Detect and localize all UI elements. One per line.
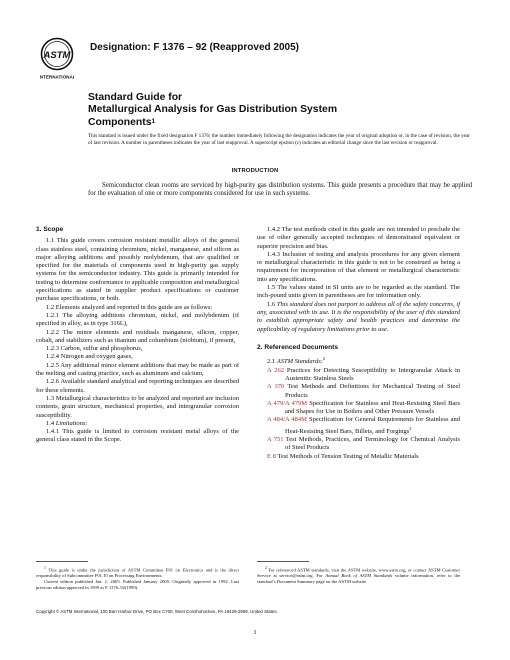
paragraph-1-5: 1.5 The values stated in SI units are to be regarded as the standard. The inch-pound units given in parentheses are for information only.: [257, 284, 460, 300]
introduction-heading: INTRODUCTION: [231, 168, 279, 174]
svg-text:INTERNATIONAL: INTERNATIONAL: [40, 74, 74, 80]
copyright-notice: Copyright © ASTM International, 100 Barr Harbor Drive, PO Box C700, West Conshohocken, PA 19428-2959, United States.: [36, 609, 278, 614]
paragraph-1-4-1: 1.4.1 This guide is limited to corrosion resistant metal alloys of the general class stated in the Scope.: [36, 428, 239, 444]
referenced-documents-heading: 2. Referenced Documents: [257, 343, 338, 351]
paragraph-1-2-4: 1.2.4 Nitrogen and oxygen gases,: [46, 353, 133, 361]
reference-a484[interactable]: A 484/A 484M Specification for General Requirements for Stainless and Heat-Resisting Steel Bars, Billets, and Forgings$^2$: [267, 416, 461, 435]
reference-a479[interactable]: A 479/A 479M Specification for Stainless and Heat-Resisting Steel Bars and Shapes for Use in Boilers and Other Pressure Vessels: [267, 399, 461, 416]
title-line-1: Standard Guide for: [88, 92, 183, 103]
reference-code-link[interactable]: A 370: [267, 383, 285, 391]
paragraph-1-4-2: 1.4.2 The test methods cited in this guide are not intended to preclude the use of other generally accepted techniques of demonstrated equivalent or superior precision and bias.: [257, 226, 460, 250]
footnote-rule-left: [36, 561, 88, 562]
footnote-1-mark: 1: [44, 566, 46, 570]
title-footnote-mark: 1: [151, 117, 156, 125]
document-title: [88, 92, 468, 129]
paragraph-1-4: 1.4 Limitations:: [46, 419, 88, 427]
paragraph-1-3: 1.3 Metallurgical characteristics to be analyzed and reported are inclusion contents, grain structure, mechanical properties, and intergranular corrosion susceptibility.: [36, 394, 239, 419]
astm-logo: [40, 37, 74, 81]
standard-issuance-note: This standard is issued under the fixed designation F 1376; the number immediately following the designation indicates the year of original adoption or, in the case of revision, the year of last revision. A number in parentheses indicates the year of last reapproval. A superscript epsilon (ε) indicates an editorial change since the last revision or reapproval.: [88, 133, 470, 146]
scope-heading: 1. Scope: [36, 226, 64, 233]
reference-code-link[interactable]: A 262: [267, 366, 284, 374]
right-column: [257, 226, 460, 461]
paragraph-1-2-2: 1.2.2 The minor elements and residuals manganese, silicon, copper, cobalt, and stabilizers such as titanium and columbium (niobium), if present,: [36, 328, 239, 344]
reference-code-link[interactable]: A 484/A 484M: [267, 416, 307, 424]
reference-a370[interactable]: A 370 Test Methods and Definitions for Mechanical Testing of Steel Products: [267, 383, 461, 399]
paragraph-1-2-6: 1.2.6 Available standard analytical and reporting techniques are described for these elements.: [36, 378, 239, 394]
title-line-3: Components$^1$: [88, 116, 156, 128]
paragraph-1-2: 1.2 Elements analyzed and reported in this guide are as follows:: [46, 303, 213, 311]
footnote-2-mark: 2: [322, 356, 326, 362]
introduction-text: Semiconductor clean rooms are serviced by high-purity gas distribution systems. This guide presents a procedure that may be applied for the evaluation of one or more components considered for use in such systems.: [88, 182, 472, 198]
footnote-2-mark: 2: [265, 566, 267, 570]
paragraph-1-2-3: 1.2.3 Carbon, sulfur and phosphorus,: [46, 345, 143, 353]
page-number: 1: [253, 629, 257, 636]
paragraph-2-1: 2.1 ASTM Standards:$^2$: [267, 356, 326, 366]
left-column: [36, 226, 239, 445]
footnote-rule-right: [257, 561, 309, 562]
reference-e8[interactable]: E 8 Test Methods of Tension Testing of Metallic Materials: [267, 452, 419, 460]
reference-a262[interactable]: A 262 Practices for Detecting Susceptibility to Intergranular Attack in Austenitic Stainless Steels: [267, 366, 461, 382]
paragraph-1-4-3: 1.4.3 Inclusion of testing and analysis procedures for any given element or metallurgical characteristic in this guide is not to be construed as being a requirement for incorporation of that element or metallurgical characteristic into any specifications.: [257, 250, 460, 283]
footnote-1: $^1$ This guide is under the jurisdiction of ASTM Committee F01 on Electronics and is the direct responsibility of Subcommittee F01.10 on Processing Environments. Current edition published Jan. 1, 2005. Published January 2005. Originally approved in 1992. Last previous edition approved in 1999 as F 1376–92(1999).: [36, 566, 239, 591]
reference-a751[interactable]: A 751 Test Methods, Practices, and Terminology for Chemical Analysis of Steel Products: [267, 436, 461, 452]
reference-code-link[interactable]: A 751: [267, 436, 284, 444]
reference-code-link[interactable]: A 479/A 479M: [267, 399, 308, 407]
footnote-2: $^2$ For referenced ASTM standards, visit the ASTM website, www.astm.org, or contact ASTM Customer Service at service@astm.org. For Annual Book of ASTM Standards volume information, refer to the standard’s Document Summary page on the ASTM website.: [257, 566, 460, 585]
section-gap: [257, 334, 460, 340]
title-line-2: Metallurgical Analysis for Gas Distribution System: [88, 104, 338, 116]
paragraph-1-1: 1.1 This guide covers corrosion resistant metallic alloys of the general class stainless steel, containing chromium, nickel, manganese, and silicon as major alloying additions and possibly molybdenum, that are qualified or specified for the materials of components used in high-purity gas supply systems for the semiconductor industry. This guide is primarily intended for testing to determine conformance to applicable composition and metallurgical specifications as stated in supplier product specifications or customer purchase specifications, or both.: [36, 237, 239, 303]
paragraph-1-2-1: 1.2.1 The alloying additions chromium, nickel, and molybdenum (if specified in alloy, as in type 316L),: [36, 311, 239, 328]
paragraph-1-6: 1.6 This standard does not purport to address all of the safety concerns, if any, associated with its use. It is the responsibility of the user of this standard to establish appropriate safety and health practices and determine the applicability of regulatory limitations prior to use.: [257, 300, 461, 333]
svg-text:ASTM: ASTM: [43, 50, 71, 61]
designation: Designation: F 1376 – 92 (Reapproved 2005): [90, 42, 299, 53]
paragraph-1-2-5: 1.2.5 Any additional minor element additions that may be made as part of the melting and casting practice, such as aluminum and calcium,: [36, 361, 239, 378]
reference-code-link[interactable]: E 8: [267, 452, 276, 460]
footnote-2-mark: 2: [409, 425, 412, 431]
